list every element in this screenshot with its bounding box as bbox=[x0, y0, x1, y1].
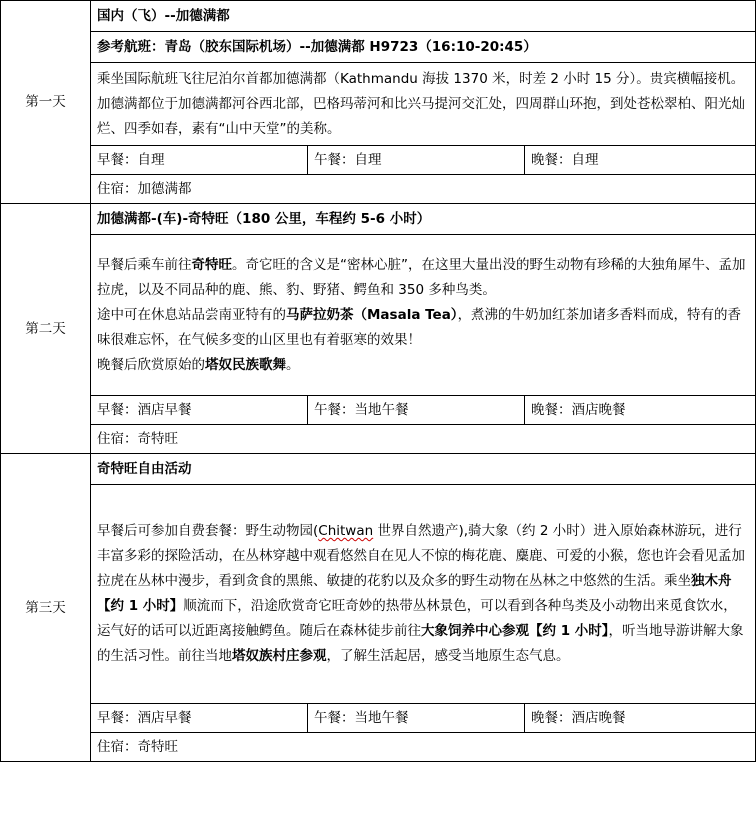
day3-hotel: 住宿：奇特旺 bbox=[91, 733, 756, 762]
day1-flight-row bbox=[1, 32, 756, 63]
day1-hotel-row bbox=[1, 175, 756, 204]
day3-para bbox=[97, 519, 749, 669]
day3-title: 奇特旺自由活动 bbox=[91, 454, 756, 485]
day2-para-3 bbox=[97, 353, 749, 378]
day3-lunch: 午餐：当地午餐 bbox=[308, 704, 525, 733]
day1-description bbox=[91, 63, 756, 146]
day2-p1-text: 早餐后乘车前往 bbox=[97, 256, 192, 273]
day1-title-row bbox=[1, 1, 756, 32]
day3-text-4: ，听当地导游讲解大象的生活习性。前往当地 bbox=[97, 623, 744, 664]
day2-title: 加德满都-(车)-奇特旺（180 公里，车程约 5-6 小时） bbox=[91, 204, 756, 235]
day2-desc-row bbox=[1, 235, 756, 396]
day3-meal-row bbox=[1, 704, 756, 733]
day2-label: 第二天 bbox=[1, 204, 91, 454]
day3-title-row bbox=[1, 454, 756, 485]
day1-desc-row bbox=[1, 63, 756, 146]
day1-hotel: 住宿：加德满都 bbox=[91, 175, 756, 204]
day3-text-3: 顺流而下，沿途欣赏奇它旺奇妙的热带丛林景色，可以看到各种鸟类及小动物出来觅食饮水，运气好的话可以近距离接触鳄鱼。随后在森林徒步前往 bbox=[97, 598, 737, 639]
day3-highlight-canoe: 独木舟【约 1 小时】 bbox=[97, 573, 732, 614]
day1-meal-row bbox=[1, 146, 756, 175]
day3-text-5: ，了解生活起居，感受当地原生态气息。 bbox=[326, 648, 570, 664]
day1-dinner: 晚餐：自理 bbox=[525, 146, 756, 175]
day3-description bbox=[91, 485, 756, 704]
day3-breakfast: 早餐：酒店早餐 bbox=[91, 704, 308, 733]
day2-title-row bbox=[1, 204, 756, 235]
day3-label: 第三天 bbox=[1, 454, 91, 762]
day3-dinner: 晚餐：酒店晚餐 bbox=[525, 704, 756, 733]
day3-hotel-row bbox=[1, 733, 756, 762]
day2-p1-text-end: 。奇它旺的含义是“密林心脏”，在这里大量出没的野生动物有珍稀的大独角犀牛、孟加拉虎，以及不同品种的鹿、熊、豹、野猪、鳄鱼和 350 多种鸟类。 bbox=[97, 256, 746, 298]
day2-p3-text-end: 。 bbox=[286, 356, 300, 373]
day1-breakfast: 早餐：自理 bbox=[91, 146, 308, 175]
day2-p2-highlight: 马萨拉奶茶（Masala Tea） bbox=[286, 306, 458, 323]
day1-flight: 参考航班：青岛（胶东国际机场）--加德满都 H9723（16:10-20:45） bbox=[91, 32, 756, 63]
day3-desc-row bbox=[1, 485, 756, 704]
day2-hotel: 住宿：奇特旺 bbox=[91, 425, 756, 454]
day2-p3-highlight: 塔奴民族歌舞 bbox=[205, 356, 286, 373]
day2-para-1 bbox=[97, 253, 749, 303]
day2-hotel-row bbox=[1, 425, 756, 454]
day2-p2-text-end: ，煮沸的牛奶加红茶加诸多香料而成，特有的香味很难忘怀，在气候多变的山区里也有着驱寒的效果！ bbox=[97, 306, 742, 348]
day1-title: 国内（飞）--加德满都 bbox=[91, 1, 756, 32]
day2-p3-text: 晚餐后欣赏原始的 bbox=[97, 356, 205, 373]
day2-p1-highlight: 奇特旺 bbox=[191, 256, 232, 273]
day3-spellcheck-word: Chitwan bbox=[318, 523, 374, 539]
day2-p2-text: 途中可在休息站品尝南亚特有的 bbox=[97, 306, 286, 323]
day3-highlight-village: 塔奴族村庄参观 bbox=[232, 648, 327, 664]
day2-dinner: 晚餐：酒店晚餐 bbox=[525, 396, 756, 425]
day1-label: 第一天 bbox=[1, 1, 91, 204]
day3-text-1: 早餐后可参加自费套餐：野生动物园( bbox=[97, 523, 319, 539]
day2-meal-row bbox=[1, 396, 756, 425]
day1-lunch: 午餐：自理 bbox=[308, 146, 525, 175]
day3-text-2: 世界自然遗产),骑大象（约 2 小时）进入原始森林游玩，进行丰富多彩的探险活动，在丛林穿越中观看悠然自在见人不惊的梅花鹿、麋鹿、可爱的小猴，您也许会看见孟加拉虎在丛林中漫步，看到贪食的黑熊、敏捷的花豹以及众多的野生动物在丛林之中悠然的生活。乘坐 bbox=[97, 523, 745, 589]
day2-breakfast: 早餐：酒店早餐 bbox=[91, 396, 308, 425]
day1-desc-text: 乘坐国际航班飞往尼泊尔首都加德满都（Kathmandu 海拔 1370 米，时差 2 小时 15 分）。贵宾横幅接机。加德满都位于加德满都河谷西北部，巴格玛蒂河和比兴马提河交汇处，四周群山环抱，到处苍松翠柏、阳光灿烂、四季如春，素有“山中天堂”的美称。 bbox=[97, 70, 745, 137]
day3-highlight-elephant: 大象饲养中心参观【约 1 小时】 bbox=[421, 623, 609, 639]
day2-para-2 bbox=[97, 303, 749, 353]
day2-lunch: 午餐：当地午餐 bbox=[308, 396, 525, 425]
day2-description bbox=[91, 235, 756, 396]
